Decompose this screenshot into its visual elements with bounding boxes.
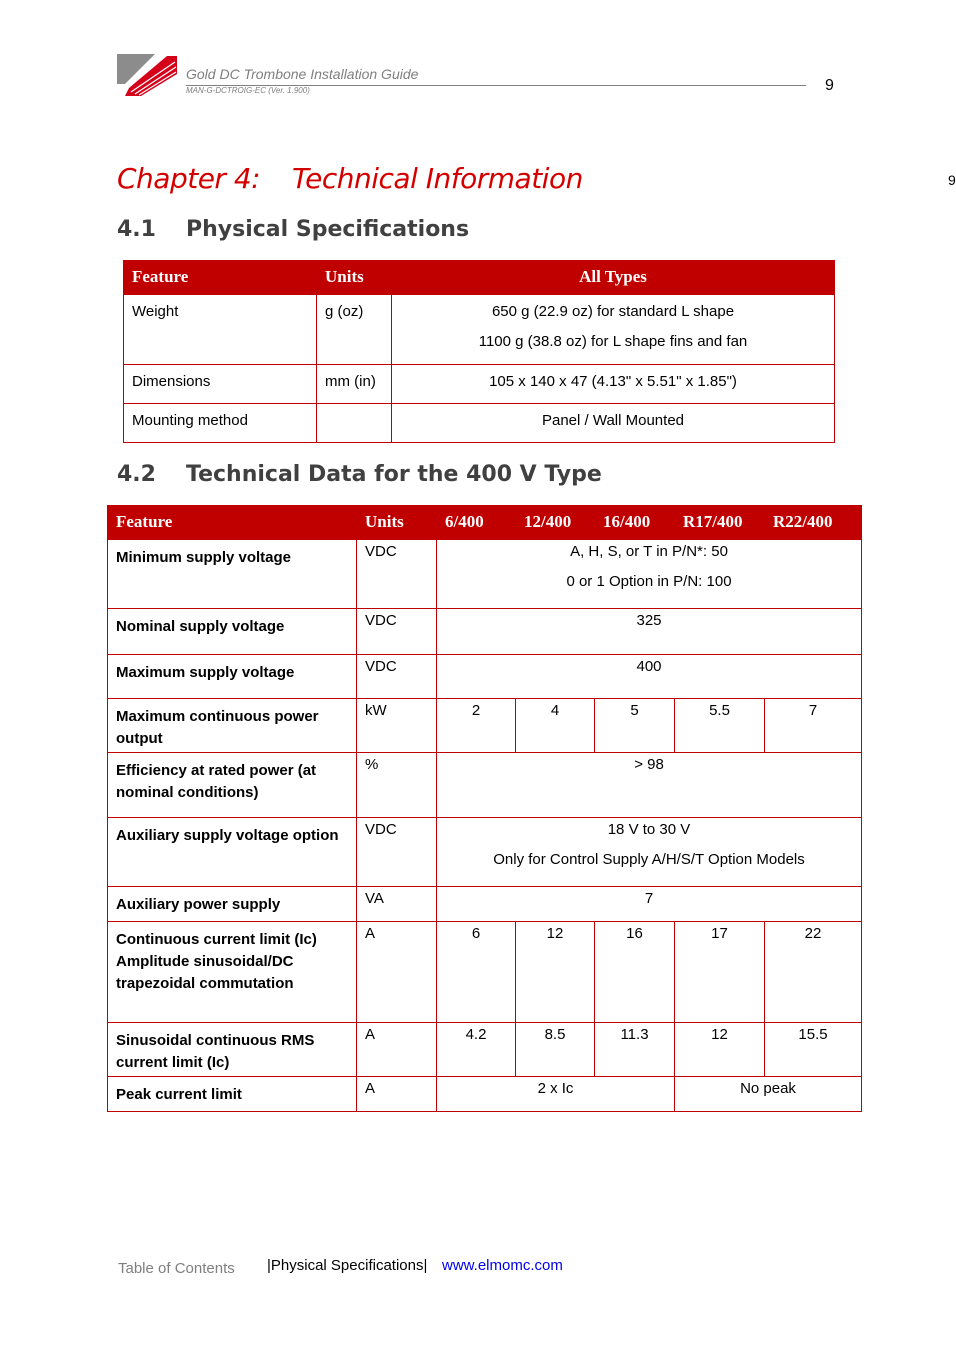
cell-value: 15.5 — [765, 1023, 862, 1077]
section-number: 4.1 — [117, 217, 156, 242]
value-line: 650 g (22.9 oz) for standard L shape — [491, 303, 735, 320]
chapter-number: Chapter 4: — [117, 162, 261, 195]
table-row — [124, 404, 835, 443]
table-row — [108, 887, 862, 922]
table-row — [108, 922, 862, 1023]
cell-feature: Efficiency at rated power (at nominal conditions) — [108, 753, 357, 818]
header-title: Gold DC Trombone Installation Guide — [186, 66, 419, 82]
cell-value: 105 x 140 x 47 (4.13" x 5.51" x 1.85") — [392, 365, 835, 404]
cell-value: 17 — [675, 922, 765, 1023]
table-row — [108, 609, 862, 655]
cell-value: 8.5 — [516, 1023, 595, 1077]
header-type: 12/400 — [516, 506, 595, 540]
elmo-logo — [117, 54, 177, 96]
cell-value: No peak — [675, 1077, 862, 1112]
cell-units: % — [357, 753, 437, 818]
cell-feature: Maximum continuous power output — [108, 699, 357, 753]
cell-units: VDC — [357, 818, 437, 887]
header-all-types: All Types — [392, 261, 835, 295]
chapter-heading — [117, 162, 583, 195]
cell-units: kW — [357, 699, 437, 753]
cell-units: mm (in) — [317, 365, 392, 404]
cell-units: g (oz) — [317, 295, 392, 365]
feature-line: Continuous current limit (Ic) — [116, 931, 317, 948]
value-line: 18 V to 30 V — [607, 821, 691, 838]
cell-value: 5.5 — [675, 699, 765, 753]
cell-feature — [108, 922, 357, 1023]
cell-value — [437, 818, 862, 887]
cell-value — [392, 295, 835, 365]
footer-toc-link[interactable]: Table of Contents — [118, 1260, 235, 1277]
physical-specs-table — [123, 260, 835, 443]
table-header-row — [124, 261, 835, 295]
cell-value: 7 — [765, 699, 862, 753]
page-edge-mark: 9 — [948, 172, 956, 188]
section-title: Physical Specifications — [186, 217, 470, 242]
cell-value: 16 — [595, 922, 675, 1023]
value-line: 1100 g (38.8 oz) for L shape fins and fan — [478, 333, 748, 350]
header-units: Units — [357, 506, 437, 540]
cell-value: 4 — [516, 699, 595, 753]
cell-feature: Minimum supply voltage — [108, 540, 357, 609]
table-row — [108, 818, 862, 887]
header-type: 6/400 — [437, 506, 516, 540]
cell-units: A — [357, 922, 437, 1023]
cell-value: 400 — [437, 655, 862, 699]
section-heading-physical — [117, 217, 469, 242]
cell-feature: Peak current limit — [108, 1077, 357, 1112]
header-units: Units — [317, 261, 392, 295]
cell-value: > 98 — [437, 753, 862, 818]
header-feature: Feature — [124, 261, 317, 295]
table-row — [108, 753, 862, 818]
section-number: 4.2 — [117, 462, 156, 487]
chapter-title: Technical Information — [292, 162, 583, 195]
table-row — [124, 295, 835, 365]
table-row — [124, 365, 835, 404]
cell-units — [317, 404, 392, 443]
cell-feature: Maximum supply voltage — [108, 655, 357, 699]
cell-units: VDC — [357, 655, 437, 699]
cell-value: 12 — [675, 1023, 765, 1077]
cell-value: 12 — [516, 922, 595, 1023]
cell-units: VDC — [357, 540, 437, 609]
table-header-row — [108, 506, 862, 540]
cell-units: VDC — [357, 609, 437, 655]
cell-value: 2 x Ic — [437, 1077, 675, 1112]
value-line: Only for Control Supply A/H/S/T Option Models — [493, 851, 805, 868]
header-type: R17/400 — [675, 506, 765, 540]
header-type: R22/400 — [765, 506, 862, 540]
cell-value: 7 — [437, 887, 862, 922]
cell-value: 6 — [437, 922, 516, 1023]
cell-feature: Sinusoidal continuous RMS current limit (Ic) — [108, 1023, 357, 1077]
table-row — [108, 1077, 862, 1112]
cell-units: VA — [357, 887, 437, 922]
section-heading-technical-data — [117, 462, 602, 487]
technical-data-table — [107, 505, 862, 1112]
header-feature: Feature — [108, 506, 357, 540]
cell-value: 22 — [765, 922, 862, 1023]
header-type: 16/400 — [595, 506, 675, 540]
cell-feature: Weight — [124, 295, 317, 365]
cell-feature: Nominal supply voltage — [108, 609, 357, 655]
value-line: 0 or 1 Option in P/N: 100 — [566, 573, 732, 590]
footer-url-link[interactable]: www.elmomc.com — [442, 1257, 563, 1274]
cell-value: Panel / Wall Mounted — [392, 404, 835, 443]
cell-units: A — [357, 1023, 437, 1077]
table-row — [108, 540, 862, 609]
footer-section-label: |Physical Specifications| — [267, 1257, 428, 1274]
cell-value: 4.2 — [437, 1023, 516, 1077]
cell-feature: Mounting method — [124, 404, 317, 443]
cell-feature: Auxiliary supply voltage option — [108, 818, 357, 887]
table-row — [108, 699, 862, 753]
feature-line: Amplitude sinusoidal/DC trapezoidal commutation — [116, 953, 294, 992]
cell-feature: Dimensions — [124, 365, 317, 404]
cell-value: 5 — [595, 699, 675, 753]
cell-value: 2 — [437, 699, 516, 753]
value-line: A, H, S, or T in P/N*: 50 — [570, 543, 728, 560]
page-number: 9 — [825, 77, 834, 94]
section-title: Technical Data for the 400 V Type — [186, 462, 602, 487]
table-row — [108, 655, 862, 699]
cell-value: 11.3 — [595, 1023, 675, 1077]
header-doc-code: MAN-G-DCTROIG-EC (Ver. 1.900) — [186, 86, 310, 95]
cell-value: 325 — [437, 609, 862, 655]
cell-feature: Auxiliary power supply — [108, 887, 357, 922]
cell-units: A — [357, 1077, 437, 1112]
cell-value — [437, 540, 862, 609]
table-row — [108, 1023, 862, 1077]
